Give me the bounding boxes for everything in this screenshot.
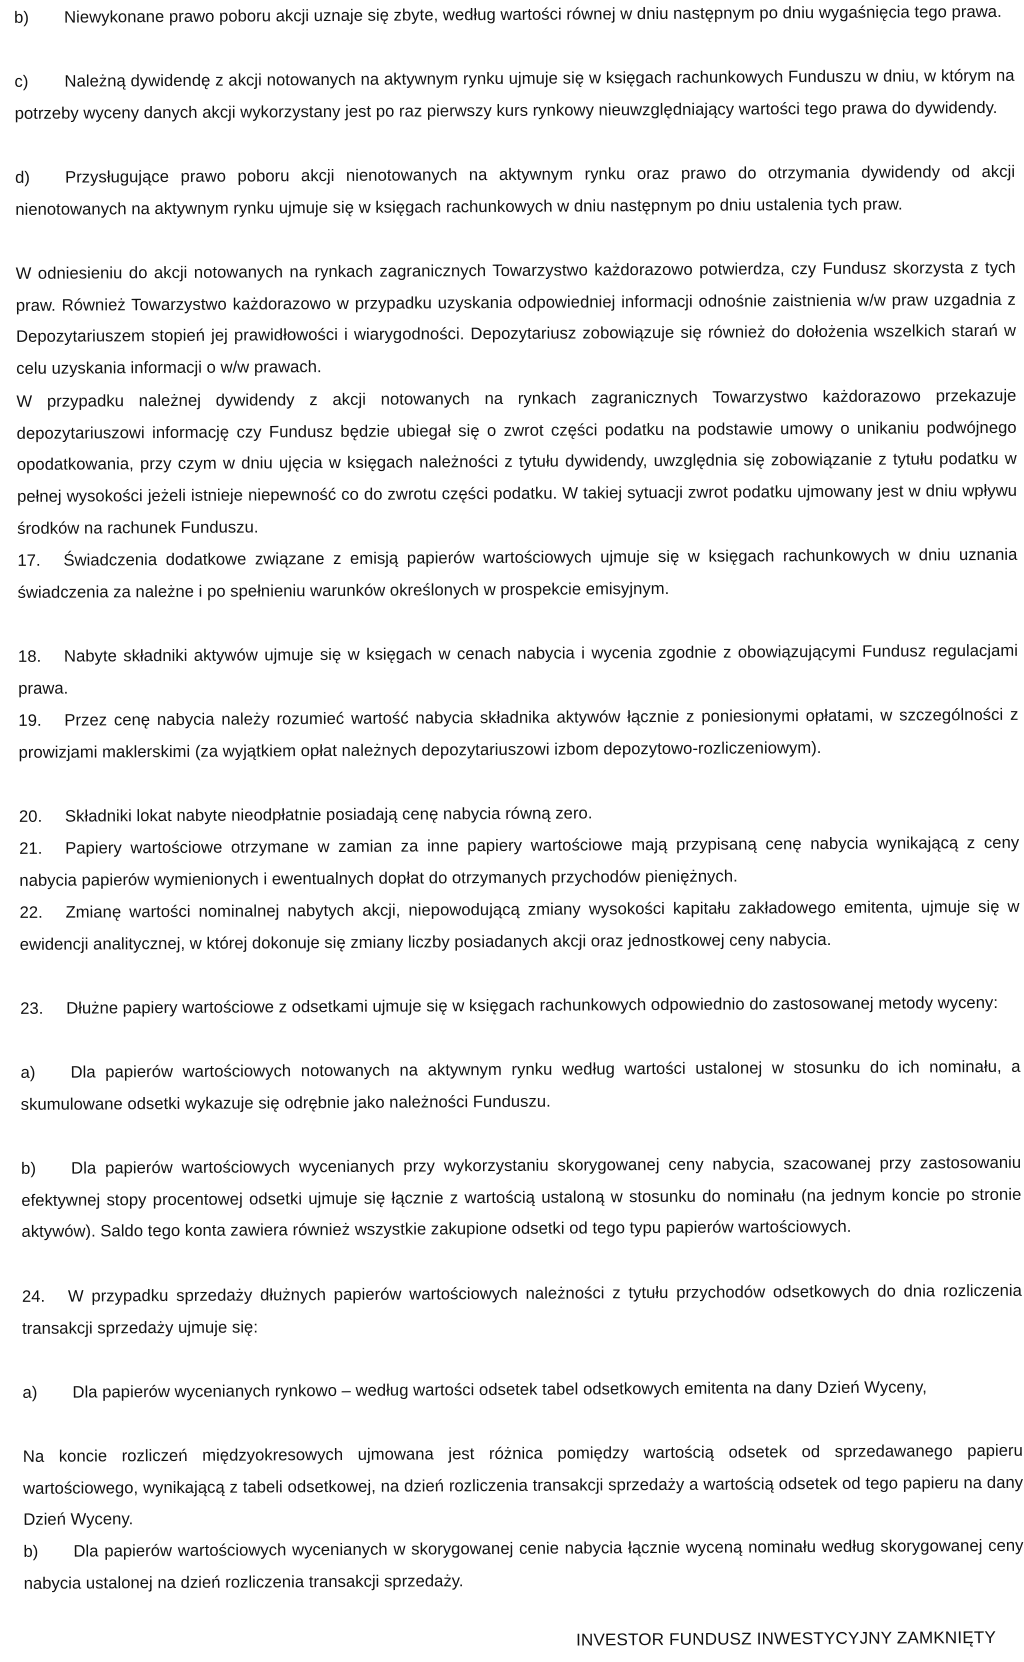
paragraph <box>23 1530 1023 1600</box>
paragraph <box>22 1371 1022 1409</box>
paragraph-text: Dla papierów wartościowych wycenianych w skorygowanej cenie nabycia łącznie wyceną nominału według skorygowanej ceny nabycia ustalonej na dzień rozliczenia transakcji sprzedaży. <box>23 1535 1024 1593</box>
paragraph-text: Zmianę wartości nominalnej nabytych akcji, niepowodującą zmiany wysokości kapitału zakładowego emitenta, ujmuje się w ewidencji analitycznej, w której dokonuje się zmiany liczby posiadanych akcji oraz jednostkowej ceny nabycia. <box>19 896 1020 954</box>
paragraph-label: b) <box>23 1541 39 1561</box>
paragraph-text: W przypadku sprzedaży dłużnych papierów wartościowych należności z tytułu przychodów odsetkowych do dnia rozliczenia transakcji sprzedaży ujmuje się: <box>22 1280 1022 1338</box>
paragraph <box>19 891 1019 961</box>
paragraph-text: Dłużne papiery wartościowe z odsetkami ujmuje się w księgach rachunkowych odpowiednio do zastosowanej metody wyceny: <box>66 992 999 1018</box>
paragraph-text: W przypadku należnej dywidendy z akcji notowanych na rynkach zagranicznych Towarzystwo każdorazowo przekazuje depozytariuszowi informację czy Fundusz będzie ubiegał się o zwrot części podatku na podstawie umowy o unikaniu podwójnego opodatkowania, przy czym w dniu ujęcia w księgach należności z tytułu dywidendy, uwzględnia się zobowiązanie z tytułu podatku w pełnej wysokości jeżeli istnieje niepewność co do zwrotu części podatku. W takiej sytuacji zwrot podatku ujmowany jest w dniu wpływu środków na rachunek Funduszu. <box>16 385 1018 538</box>
paragraph <box>18 635 1018 705</box>
paragraph-text: Niewykonane prawo poboru akcji uznaje się zbyte, według wartości równej w dniu następnym po dniu wygaśnięcia tego prawa. <box>64 1 1002 27</box>
paragraph-text: Na koncie rozliczeń międzyokresowych ujmowana jest różnica pomiędzy wartością odsetek od sprzedawanego papieru wartościowego, wynikającą z tabeli odsetkowej, na dzień rozliczenia transakcji sprzedaży a wartością odsetek od tego papieru na dany Dzień Wyceny. <box>22 1440 1024 1530</box>
paragraph-label: d) <box>15 167 31 187</box>
paragraph-text: Należną dywidendę z akcji notowanych na aktywnym rynku ujmuje się w księgach rachunkowych Funduszu w dniu, w którym na potrzeby wyceny danych akcji wykorzystany jest po raz pierwszy kurs rynkowy nieuwzględniający wartości tego prawa do dywidendy. <box>14 65 1015 123</box>
paragraph <box>14 0 1014 34</box>
paragraph-label: a) <box>22 1382 38 1402</box>
paragraph-label: b) <box>14 7 30 27</box>
paragraph <box>23 1435 1024 1536</box>
paragraph-text: W odniesieniu do akcji notowanych na rynkach zagranicznych Towarzystwo każdorazowo potwierdza, czy Fundusz skorzysta z tych praw. Również Towarzystwo każdorazowo w przypadku uzyskania odpowiedniej informacji odnośnie zaistnienia w/w praw uzgadnia z Depozytariuszem stopień jej prawidłowości i wiarygodności. Depozytariusz zobowiązuje się również do dołożenia wszelkich starań w celu uzyskania informacji o w/w prawach. <box>15 257 1017 379</box>
paragraph <box>21 1147 1022 1248</box>
paragraph-text: Przysługujące prawo poboru akcji nienotowanych na aktywnym rynku oraz prawo do otrzymania dywidendy od akcji nienotowanych na aktywnym rynku ujmuje się w księgach rachunkowych w dniu następnym po dniu ustalenia tych praw. <box>15 161 1016 219</box>
paragraph <box>18 699 1018 769</box>
paragraph <box>16 252 1017 385</box>
paragraph-text: Nabyte składniki aktywów ujmuje się w księgach w cenach nabycia i wycenia zgodnie z obowiązującymi Fundusz regulacjami prawa. <box>18 640 1019 698</box>
paragraph-text: Dla papierów wartościowych notowanych na aktywnym rynku według wartości ustalonej w stosunku do ich nominału, a skumulowane odsetki wykazuje się odrębnie jako należności Funduszu. <box>20 1056 1021 1114</box>
paragraph <box>14 60 1014 130</box>
paragraph <box>22 1275 1022 1345</box>
paragraph-label: b) <box>21 1158 37 1178</box>
paragraph-label: 23. <box>20 998 44 1018</box>
paragraph-label: c) <box>14 71 29 91</box>
paragraph <box>16 380 1017 545</box>
paragraph-text: Przez cenę nabycia należy rozumieć wartość nabycia składnika aktywów łącznie z poniesionymi opłatami, w szczególności z prowizjami maklerskimi (za wyjątkiem opłat należnych depozytariuszowi izbom depozytowo-rozliczeniowym). <box>18 704 1019 762</box>
paragraph-label: 21. <box>19 838 43 858</box>
footer-fund-name: INVESTOR FUNDUSZ INWESTYCYJNY ZAMKNIĘTY <box>575 1627 997 1650</box>
paragraph-label: 17. <box>17 550 41 570</box>
paragraph <box>17 539 1017 609</box>
paragraph-text: Składniki lokat nabyte nieodpłatnie posiadają cenę nabycia równą zero. <box>64 803 593 826</box>
paragraph-label: 18. <box>17 646 42 666</box>
paragraph-text: Dla papierów wycenianych rynkowo – według wartości odsetek tabel odsetkowych emitenta na dany Dzień Wyceny, <box>72 1377 927 1402</box>
paragraph <box>19 827 1019 897</box>
paragraph <box>15 156 1015 226</box>
paragraph-label: 22. <box>19 902 43 922</box>
paragraph-text: Dla papierów wartościowych wycenianych przy wykorzystaniu skorygowanej ceny nabycia, szacowanej przy zastosowaniu efektywnej stopy procentowej odsetki ujmuje się łącznie z wartością ustaloną w stosunku do nominału (na jednym koncie po stronie aktywów). Saldo tego konta zawiera również wszystkie zakupione odsetki od tego typu papierów wartościowych. <box>21 1152 1022 1242</box>
paragraph-text: Świadczenia dodatkowe związane z emisją papierów wartościowych ujmuje się w księgach rachunkowych w dniu uznania świadczenia za należne i po spełnieniu warunków określonych w prospekcie emisyjnym. <box>17 544 1018 602</box>
paragraph-text: Papiery wartościowe otrzymane w zamian za inne papiery wartościowe mają przypisaną cenę nabycia wynikającą z ceny nabycia papierów wymienionych i ewentualnych dopłat do otrzymanych przychodów pieniężnych. <box>19 832 1020 890</box>
paragraph-label: 24. <box>21 1286 46 1306</box>
paragraph-label: 20. <box>18 806 43 826</box>
paragraph <box>20 987 1020 1025</box>
paragraph <box>20 1051 1020 1121</box>
paragraph-label: 19. <box>18 710 42 730</box>
paragraph-label: a) <box>20 1062 36 1082</box>
